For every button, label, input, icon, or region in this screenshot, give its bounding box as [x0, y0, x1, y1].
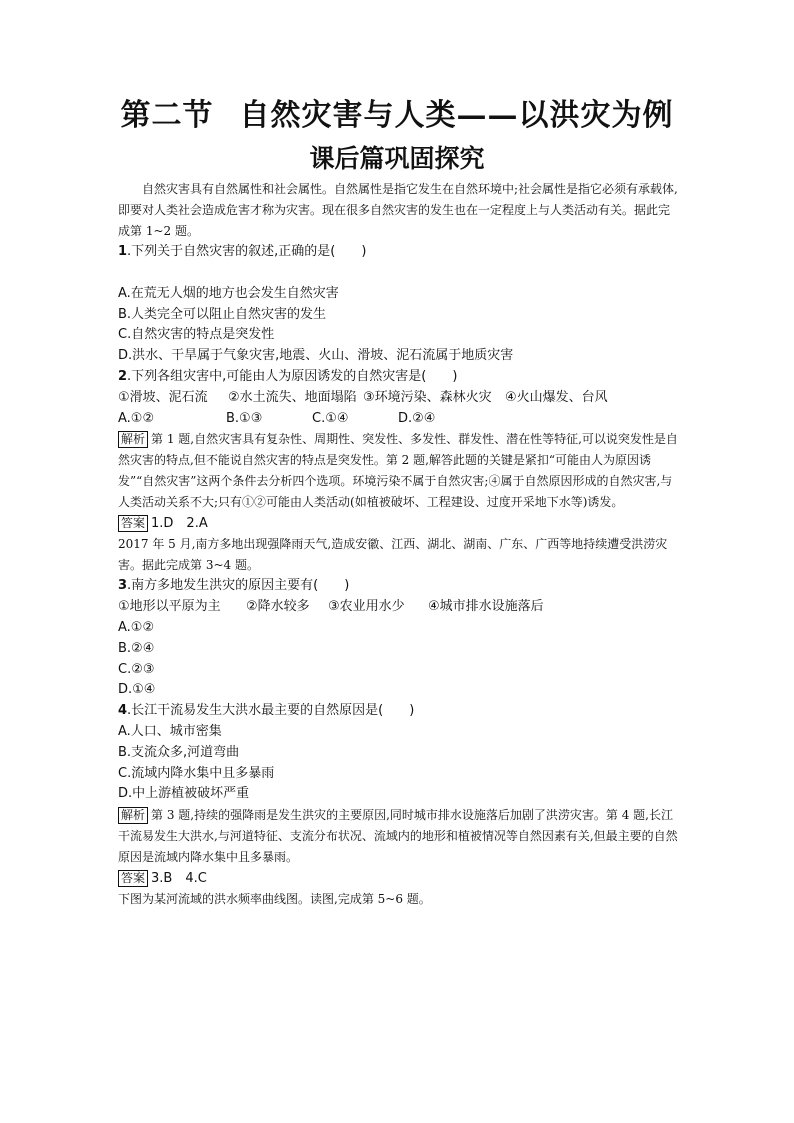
question-2-item: ①滑坡、泥石流 — [118, 389, 208, 405]
content — [118, 179, 678, 910]
question-1-option-d: D.洪水、干旱属于气象灾害,地震、火山、滑坡、泥石流属于地质灾害 — [118, 348, 514, 364]
question-3-item: ③农业用水少 — [328, 599, 405, 615]
question-1 — [118, 242, 678, 367]
question-3-option-b: B.②④ — [118, 640, 155, 656]
answer-tag: 答案 — [118, 870, 148, 887]
answer-2 — [118, 868, 678, 889]
page-title — [0, 96, 794, 136]
question-4-option-a: A.人口、城市密集 — [118, 723, 222, 739]
question-2-option-c: C.①④ — [312, 410, 349, 426]
question-2-option-d: D.②④ — [398, 410, 436, 426]
question-2-options — [118, 409, 678, 430]
question-3-items — [118, 597, 678, 618]
question-2-option-b: B.①③ — [226, 410, 263, 426]
explanation-2 — [118, 805, 678, 868]
question-1-stem: 1.下列关于自然灾害的叙述,正确的是( ) — [118, 244, 367, 259]
page-subtitle: 课后篇巩固探究 — [309, 144, 485, 173]
explanation-tag: 解析 — [118, 431, 148, 448]
explanation-2-text: 第 3 题,持续的强降雨是发生洪灾的主要原因,同时城市排水设施落后加剧了洪涝灾害。第 4 题,长江干流易发生大洪水,与河道特征、支流分布状况、流域内的地形和植被情况等自然因素有关,但最主要的自然原因是流域内降水集中且多暴雨。 — [118, 808, 678, 865]
question-3-stem: 3.南方多地发生洪灾的原因主要有( ) — [118, 578, 350, 594]
question-4-option-b: B.支流众多,河道弯曲 — [118, 744, 240, 760]
question-3-option-a: A.①② — [118, 619, 155, 635]
question-2 — [118, 367, 678, 429]
question-2-item: ③环境污染、森林火灾 — [363, 389, 492, 405]
explanation-tag: 解析 — [118, 807, 148, 824]
explanation-1-text: 第 1 题,自然灾害具有复杂性、周期性、突发性、多发性、群发性、潜在性等特征,可以说突发性是自然灾害的特点,但不能说自然灾害的特点是突发性。第 2 题,解答此题的关键是紧扣“可能由人为原因诱发”“自然灾害”这两个条件去分析四个选项。环境污染不属于自然灾害;④属于自然原因形成的自然灾害,与人类活动关系不大;只有①②可能由人类活动(如植被破坏、工程建设、过度开采地下水等)诱发。 — [118, 432, 678, 510]
question-3-item: ④城市排水设施落后 — [428, 599, 544, 615]
question-4 — [118, 701, 678, 805]
question-4-option-d: D.中上游植被破坏严重 — [118, 786, 250, 802]
answer-2-text: 3.B 4.C — [151, 871, 207, 887]
question-1-option-b: B.人类完全可以阻止自然灾害的发生 — [118, 306, 327, 322]
answer-tag: 答案 — [118, 515, 148, 532]
answer-1 — [118, 513, 678, 534]
intro-paragraph-1: 自然灾害具有自然属性和社会属性。自然属性是指它发生在自然环境中;社会属性是指它必须有承载体,即要对人类社会造成危害才称为灾害。现在很多自然灾害的发生也在一定程度上与人类活动有关。据此完成第 1~2 题。 — [118, 182, 678, 238]
question-2-option-a: A.①② — [118, 410, 155, 426]
section-name: 自然灾害与人类——以洪灾为例 — [239, 98, 674, 133]
question-2-item: ②水土流失、地面塌陷 — [228, 389, 357, 405]
intro-paragraph-3: 下图为某河流域的洪水频率曲线图。读图,完成第 5~6 题。 — [118, 892, 431, 907]
question-1-option-c: C.自然灾害的特点是突发性 — [118, 327, 275, 343]
question-2-stem: 2.下列各组灾害中,可能由人为原因诱发的自然灾害是( ) — [118, 368, 458, 384]
question-3-option-c: C.②③ — [118, 661, 155, 677]
section-number: 第二节 — [120, 98, 214, 133]
explanation-1 — [118, 429, 678, 513]
question-4-stem: 4.长江干流易发生大洪水最主要的自然原因是( ) — [118, 703, 415, 719]
answer-1-text: 1.D 2.A — [151, 516, 208, 532]
question-4-option-c: C.流域内降水集中且多暴雨 — [118, 765, 275, 781]
question-3-option-d: D.①④ — [118, 682, 156, 698]
question-2-item: ④火山爆发、台风 — [505, 389, 608, 405]
question-3 — [118, 576, 678, 701]
intro-paragraph-2: 2017 年 5 月,南方多地出现强降雨天气,造成安徽、江西、湖北、湖南、广东、广西等地持续遭受洪涝灾害。据此完成第 3~4 题。 — [118, 537, 668, 573]
question-3-item: ②降水较多 — [246, 599, 310, 615]
question-1-option-a: A.在荒无人烟的地方也会发生自然灾害 — [118, 285, 339, 301]
question-3-item: ①地形以平原为主 — [118, 599, 221, 615]
question-2-items — [118, 388, 678, 409]
